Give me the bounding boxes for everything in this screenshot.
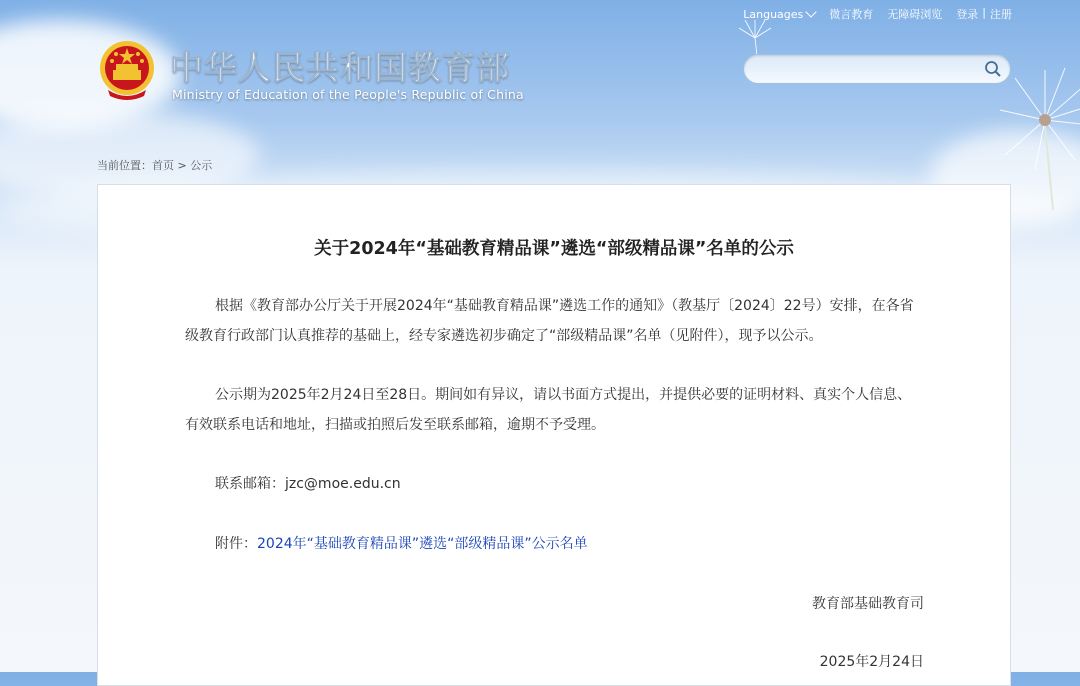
languages-label: Languages xyxy=(743,7,804,21)
attachment-label: 附件： xyxy=(215,536,257,552)
breadcrumb-separator: > xyxy=(177,159,187,172)
article-paragraph-1: 根据《教育部办公厅关于开展2024年“基础教育精品课”遴选工作的通知》（教基厅〔2024〕22号）安排，在各省级教育行政部门认真推荐的基础上，经专家遴选初步确定了“部级精品课”名单（见附件），现予以公示。 xyxy=(185,298,914,344)
search-box xyxy=(743,54,1011,84)
article-title: 关于2024年“基础教育精品课”遴选“部级精品课”名单的公示 xyxy=(314,239,794,259)
search-input[interactable] xyxy=(744,55,998,81)
login-link[interactable]: 登录 xyxy=(956,8,979,21)
site-subtitle: Ministry of Education of the People's Republic of China xyxy=(172,87,524,102)
top-links xyxy=(743,6,1012,22)
contact-email-line xyxy=(215,473,401,493)
search-icon[interactable] xyxy=(984,60,1002,78)
breadcrumb xyxy=(97,157,212,173)
register-link[interactable]: 注册 xyxy=(990,8,1012,21)
article-panel xyxy=(97,184,1011,686)
national-emblem-icon[interactable] xyxy=(98,40,156,102)
site-title[interactable]: 中华人民共和国教育部 xyxy=(170,48,510,87)
wechat-link[interactable]: 微言教育 xyxy=(829,8,874,21)
accessibility-link[interactable]: 无障碍浏览 xyxy=(887,8,943,21)
issue-date: 2025年2月24日 xyxy=(819,654,924,670)
divider: | xyxy=(982,6,986,19)
breadcrumb-label: 当前位置： xyxy=(97,159,152,172)
email-label: 联系邮箱： xyxy=(215,476,285,492)
attachment-link[interactable]: 2024年“基础教育精品课”遴选“部级精品课”公示名单 xyxy=(257,536,588,552)
article-paragraph-2: 公示期为2025年2月24日至28日。期间如有异议，请以书面方式提出，并提供必要的证明材料、真实个人信息、有效联系电话和地址，扫描或拍照后发至联系邮箱，逾期不予受理。 xyxy=(185,387,912,433)
breadcrumb-current[interactable]: 公示 xyxy=(190,159,213,172)
issuing-department: 教育部基础教育司 xyxy=(812,596,924,612)
contact-email: jzc@moe.edu.cn xyxy=(285,476,401,492)
attachment-line xyxy=(215,533,588,553)
breadcrumb-home[interactable]: 首页 xyxy=(152,159,174,172)
languages-dropdown[interactable] xyxy=(743,8,815,21)
chevron-down-icon xyxy=(806,6,817,17)
